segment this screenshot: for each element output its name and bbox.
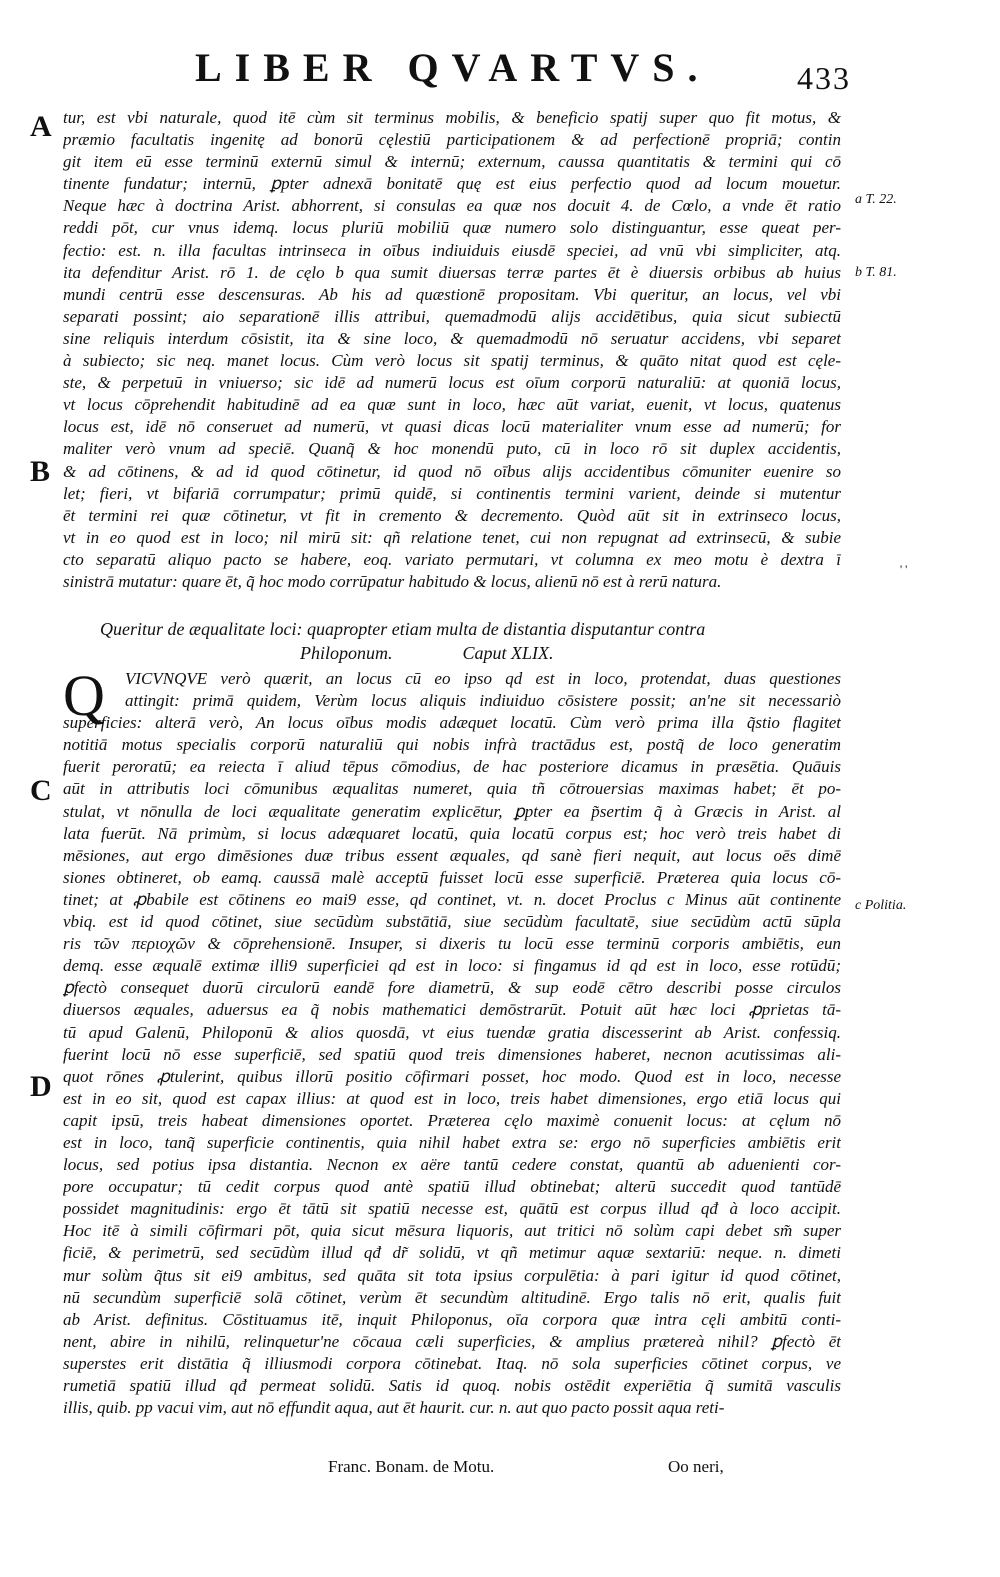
margin-stray-mark: ' ' <box>900 562 908 576</box>
text-line: ita defenditur Arist. rō 1. de cęlo b qua sumit diuersas terræ partes ēt è diuersis orbibus ab huius <box>63 262 841 282</box>
text-line: fuerint locū nō esse superficiē, sed spatiū quod treis dimensiones haberet, necnon acutissimas ali- <box>63 1044 841 1064</box>
footer-catchword: Oo neri, <box>668 1457 724 1476</box>
text-line: mur solùm q̃tus sit ei9 ambitus, sed quāta sit tota ipsius corpulētia: à pari igitur id quod cōtinet, <box>63 1265 841 1285</box>
body-text-block-2 <box>63 663 841 1419</box>
text-line: possidet magnitudinis: ergo ēt tātū sit spatiū necesse est, quātū est corpus illud qđ à loco accipit. <box>63 1199 841 1219</box>
text-line: vbiq. est id quod cōtinet, siue secūdùm substātiā, siue secūdùm facultatē, siue secūdùm actū sūpla <box>63 912 841 932</box>
margin-note-b: b T. 81. <box>855 265 897 280</box>
text-line: siones obtineret, ob eamq. caussā malè acceptū fuisset locū esse superficiē. Præterea quia locus cō- <box>63 867 841 887</box>
text-line: & ad cōtinens, & ad id quod cōtinetur, id quod nō oībus alijs accidentibus cōmuniter euenire so <box>63 461 841 481</box>
text-line: ficiē, & perimetrū, sed secūdùm illud qđ dr̃ solidū, vt qñ metimur aquæ sextariū: neque. n. dimeti <box>63 1243 841 1263</box>
section-letter-d: D <box>30 1070 52 1103</box>
text-line: VICVNQVE verò quærit, an locus cū eo ipso qd est in loco, protendat, duas questiones <box>125 669 841 688</box>
text-line: diuersos æquales, aduersus ea q̃ nobis mathematici demōstrarūt. Potuit aūt hæc loci ꝓprietas tā- <box>63 1000 841 1020</box>
text-line: Neque hæc à doctrina Arist. abhorrent, si consulas ea quæ nos docuit 4. de Cœlo, a vnde ēt ratio <box>63 196 841 216</box>
text-line: superficies: alterā verò, An locus oībus modis adæquet locatū. Cùm verò prima illa q̃stio flagitet <box>63 713 841 733</box>
text-line: præmio facultatis ingenitę ad bonorū cęlestiū participationem & ad perfectionē propriā; contin <box>63 130 841 150</box>
text-line: mundi centrū esse descensuras. Ab his ad quæstionē propositam. Vbi queritur, an locus, vel vbi <box>63 284 841 304</box>
text-line: ste, & perpetuū in vniuerso; sic idē ad numerū locus est oīum corporū naturaliū: at quoniā locus, <box>63 373 841 393</box>
text-line: fuerit peroratū; ea reiecta ī aliud tēpus cōmodius, de hac posteriore dicamus in præsētia. Quāuis <box>63 757 841 777</box>
text-line: ēt termini rei quæ cōtinetur, vt fit in cremento & decremento. Quòd aūt sit in extrinseco locus, <box>63 505 841 525</box>
text-line: attingit: primā quidem, Verùm locus aliquis indiuiduo cōsistere possit; an'ne sit necessariò <box>125 691 841 711</box>
text-line: superstes erit distātia q̃ illiusmodi corpora cōtinebat. Itaq. nō sola superficies cōtinet corpus, ve <box>63 1353 841 1373</box>
text-line: ꝑfectò consequet duorū circulorū eandē fore diametrū, & sup eodē cētro describi posse circulos <box>63 978 841 998</box>
text-line: Hoc itē à simili cōfirmari pōt, quia sicut mēsura liquoris, aut tritici nō solùm capi debet sm̃ super <box>63 1221 841 1241</box>
text-line: est in eo sit, quod est capax illius: at quod est in loco, treis habet dimensiones, ergo etiā locus qui <box>63 1088 841 1108</box>
chapter-heading <box>100 617 820 665</box>
text-line: mēsiones, aut ergo dimēsiones duæ tribus essent æquales, qd sanè fieri nequit, aut locus oēs dimē <box>63 845 841 865</box>
section-letter-b: B <box>30 455 51 488</box>
drop-cap: Q <box>63 663 105 728</box>
text-line: tū apud Galenū, Philoponū & alios quosdā, vt eius tuendæ gratia discesserint ab Arist. confessiq. <box>63 1022 841 1042</box>
text-line: demq. esse æqualē extimæ illi9 superficiei qd est in loco: si fingamus id qd est in loco, esse rotūdū; <box>63 956 841 976</box>
page-footer <box>0 1457 1000 1481</box>
text-line: notitiā motus specialis corporū naturaliū qui nobis infrà tractādus est, postq̃ de loco generatim <box>63 735 841 755</box>
chapter-heading-line-1: Queritur de æqualitate loci: quapropter etiam multa de distantia disputantur contra <box>100 619 706 639</box>
text-line: nū secundùm superficiē solā cōtinet, verùm ēt secundùm altitudinē. Ergo talis nō erit, qualis fuit <box>63 1287 841 1307</box>
text-line: illis, quib. pp vacui vim, aut nō effundit aqua, aut ēt haurit. cur. n. aut quo pacto possit aqua reti- <box>63 1398 725 1418</box>
text-line: let; fieri, vt bifariā corrumpatur; primū quidē, si continentis termini varient, deinde si mutentur <box>63 483 841 503</box>
text-line: lata fuerūt. Nā primùm, si locus adæquaret locatū, quia locatū corpus est; hoc verò treis habet di <box>63 823 841 843</box>
text-line: cto separatū aliquo pacto se habere, eoq. variato permutari, vt columna ex meo motu è dextra ī <box>63 549 841 569</box>
text-line: locus est, idē nō conseruet ad numerū, vt quasi dicas locū materialiter vnum esse ad numerū; for <box>63 417 841 437</box>
section-letter-c: C <box>30 774 52 807</box>
text-line: tinet; at ꝓbabile est cōtinens eo mai9 esse, qd continet, vt. n. docet Proclus c Minus aūt continente <box>63 889 841 909</box>
text-line: rumetiā spatiū illud qđ permeat solidū. Satis id quoq. nobis ostēdit experiētia q̃ sumitā vasculis <box>63 1376 841 1395</box>
text-line: sine reliquis interdum cōsistit, ita & sine loco, & quemadmodū nō seruatur accidens, vbi separet <box>63 328 841 348</box>
text-line: fectio: est. n. illa facultas intrinseca in oībus indiuiduis eiusdē speciei, ad vnū vbi simpliciter, atq. <box>63 240 841 260</box>
footer-signature-title: Franc. Bonam. de Motu. <box>328 1457 495 1476</box>
body-text-block-1 <box>63 107 841 593</box>
text-line: stulat, vt nōnulla de loci æqualitate generatim explicētur, ꝑpter ea p̃sertim q̃ à Græcis in Arist. al <box>63 801 841 821</box>
text-line: est in loco, tanq̃ superficie continentis, quia nihil habet extra se: ergo nō superficies ambiētis erit <box>63 1132 841 1152</box>
text-line: separati possint; aio separationē illis attribui, quemadmodū alijs accidētibus, quia sicut subiectū <box>63 306 841 326</box>
chapter-heading-line-2 <box>100 641 820 665</box>
text-line: maliter verò vnum ad speciē. Quanq̃ & hoc monendū puto, cū in loco rō sit duplex accidentis, <box>63 439 841 459</box>
running-head <box>0 44 1000 94</box>
text-line: sinistrā mutatur: quare ēt, q̃ hoc modo corrūpatur habitudo & locus, alienū nō est à rerū natura. <box>63 571 722 591</box>
text-line: locus, sed potius ipsa distantia. Necnon ex aëre tantū cedere constat, quantū ab aduenienti cor- <box>63 1155 841 1175</box>
text-line: git item eū esse terminū externū simul & internū; externum, caussa quantitatis & termini qui cō <box>63 152 841 172</box>
text-line: à subiecto; sic neq. manet locus. Cùm verò locus sit spatij terminus, & quāto nitat quod est cęle- <box>63 351 841 371</box>
text-line: ris τῶν περιοχῶν & cōprehensionē. Insuper, si dixeris tu locū esse terminū corporis ambiētis, eun <box>63 934 841 954</box>
margin-note-c: c Politia. <box>855 898 907 913</box>
text-line: capit ipsū, treis habeat dimensiones oportet. Præterea cęlo maximè conuenit locus: at cęlum nō <box>63 1110 841 1130</box>
text-line: vt in eo quod est in loco; nil mirū sit: qñ relatione tenet, cui non repugnat ad extrinsecū, & subie <box>63 527 841 547</box>
text-line: vt locus cōprehendit habitudinē ad ea quæ sunt in loco, hæc aūt variat, euenit, vt locus, quatenus <box>63 395 841 415</box>
chapter-heading-subject: Philoponum. <box>300 643 393 663</box>
margin-note-a: a T. 22. <box>855 192 897 207</box>
text-line: tinente fundatur; internū, ꝑpter adnexā bonitatē quę est eius perfectio quod ad locum mouetur. <box>63 174 841 194</box>
text-line: quot rōnes ꝓtulerint, quibus illorū positio cōfirmari posset, hoc modo. Quod est in loco, necesse <box>63 1066 841 1086</box>
running-title: LIBER QVARTVS. <box>195 45 711 90</box>
page-number: 433 <box>797 60 851 96</box>
text-line: pore occupatur; tū cedit corpus quod antè spatiū illud obtinebat; alterū succedit quod tantūdē <box>63 1177 841 1197</box>
chapter-number: Caput XLIX. <box>462 643 554 663</box>
text-line: aūt in attributis loci cōmunibus æqualitas numeret, quia tñ cōtrouersias maximas habet; ēt po- <box>63 779 841 799</box>
section-letter-a: A <box>30 110 52 143</box>
text-line: reddi pōt, cur vnus idemq. locus pluriū mobiliū quæ numero solo distinguantur, esse queat per- <box>63 218 841 238</box>
text-line: tur, est vbi naturale, quod itē cùm sit terminus mobilis, & beneficio spatij super quo fit motus, & <box>63 108 841 127</box>
text-line: nent, abire in nihilū, relinquetur'ne cōcaua cæli superficies, & amplius prætereà nihil? ꝑfectò ēt <box>63 1331 841 1351</box>
text-line: ab Arist. definitus. Cōstituamus itē, inquit Philoponus, oīa corpora quæ intra cęli ambitū conti- <box>63 1309 841 1329</box>
